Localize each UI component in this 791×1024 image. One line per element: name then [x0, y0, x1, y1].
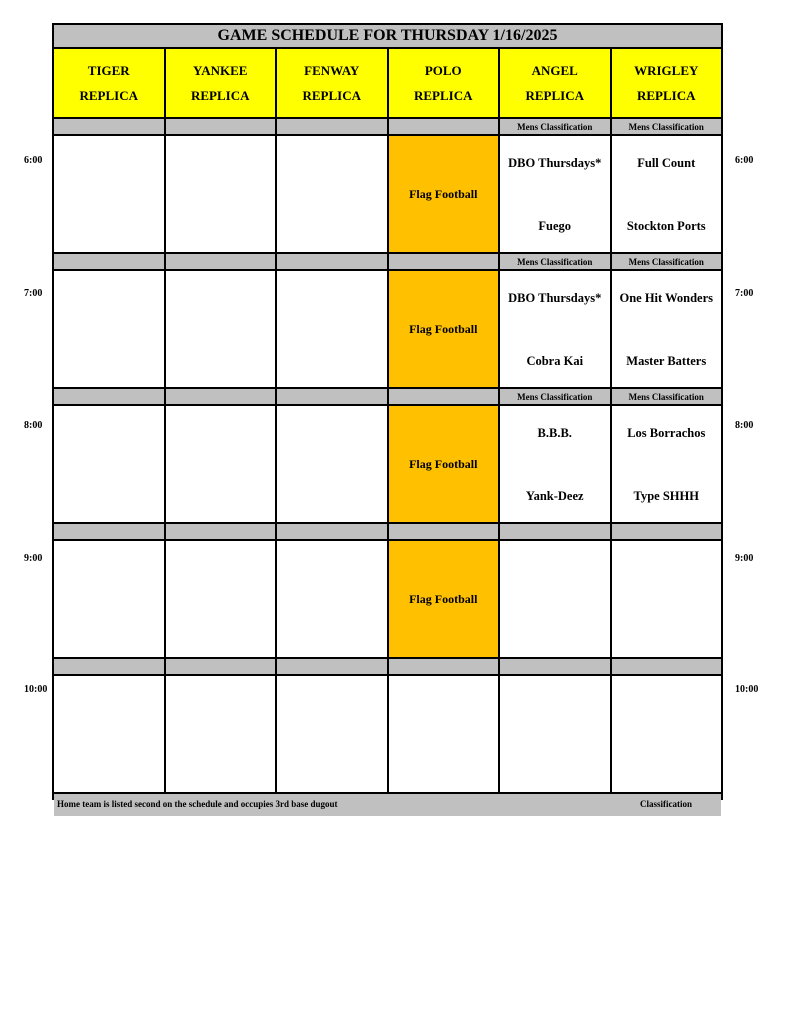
flag-football-slot: Flag Football: [389, 136, 499, 252]
separator-cell: [166, 119, 276, 134]
away-team: One Hit Wonders: [619, 291, 714, 305]
separator-cell: [500, 524, 610, 539]
separator-cell: [389, 659, 499, 674]
separator-cell: [277, 389, 387, 404]
separator-cell: [54, 524, 164, 539]
separator-cell: [54, 254, 164, 269]
time-label-right: 9:00: [735, 553, 754, 564]
flag-football-slot: Flag Football: [389, 271, 499, 387]
time-label-left: 10:00: [24, 684, 48, 695]
field-header-wrigley: WRIGLEY REPLICA: [612, 49, 722, 117]
separator-cell: [277, 524, 387, 539]
empty-slot: [277, 271, 387, 387]
empty-slot: [277, 676, 387, 792]
empty-slot: [166, 541, 276, 657]
empty-slot: [277, 541, 387, 657]
time-label-left: 6:00: [24, 155, 43, 166]
away-team: B.B.B.: [537, 426, 572, 440]
field-header-yankee: YANKEE REPLICA: [166, 49, 276, 117]
classification-label: Mens Classification: [612, 254, 722, 269]
flag-football-slot: Flag Football: [389, 406, 499, 522]
classification-label: Mens Classification: [612, 119, 722, 134]
schedule-title: GAME SCHEDULE FOR THURSDAY 1/16/2025: [54, 25, 721, 47]
separator-cell: [54, 119, 164, 134]
separator-cell: [389, 524, 499, 539]
empty-slot: [54, 406, 164, 522]
home-team: Yank-Deez: [525, 489, 584, 503]
time-label-right: 6:00: [735, 155, 754, 166]
game-slot: [612, 271, 722, 387]
footer-classification: Classification: [640, 799, 693, 809]
separator-cell: [389, 119, 499, 134]
separator-cell: [54, 389, 164, 404]
separator-cell: [612, 524, 722, 539]
separator-cell: [166, 659, 276, 674]
schedule-table: [52, 23, 723, 809]
away-team: DBO Thursdays*: [508, 156, 602, 170]
empty-slot: [500, 541, 610, 657]
separator-cell: [166, 389, 276, 404]
empty-slot: [166, 136, 276, 252]
home-team: Stockton Ports: [626, 219, 706, 233]
separator-cell: [389, 254, 499, 269]
time-label-left: 7:00: [24, 288, 43, 299]
empty-slot: [277, 136, 387, 252]
away-team: DBO Thursdays*: [508, 291, 602, 305]
empty-slot: [612, 541, 722, 657]
classification-label: Mens Classification: [500, 254, 610, 269]
empty-slot: [166, 676, 276, 792]
field-header-fenway: FENWAY REPLICA: [277, 49, 387, 117]
field-header-angel: ANGEL REPLICA: [500, 49, 610, 117]
separator-cell: [612, 659, 722, 674]
away-team: Full Count: [637, 156, 696, 170]
field-header-tiger: TIGER REPLICA: [54, 49, 164, 117]
game-slot: [500, 136, 610, 252]
classification-label: Mens Classification: [500, 389, 610, 404]
classification-label: Mens Classification: [500, 119, 610, 134]
field-header-polo: POLO REPLICA: [389, 49, 499, 117]
empty-slot: [500, 676, 610, 792]
separator-cell: [277, 119, 387, 134]
empty-slot: [54, 541, 164, 657]
time-label-left: 8:00: [24, 420, 43, 431]
empty-slot: [612, 676, 722, 792]
separator-cell: [389, 389, 499, 404]
separator-cell: [500, 659, 610, 674]
empty-slot: [166, 271, 276, 387]
flag-football-slot: Flag Football: [389, 541, 499, 657]
empty-slot: [166, 406, 276, 522]
home-team: Fuego: [538, 219, 572, 233]
footer-note: Home team is listed second on the schedule and occupies 3rd base dugout: [57, 799, 338, 809]
separator-cell: [166, 254, 276, 269]
game-slot: [500, 271, 610, 387]
separator-cell: [277, 254, 387, 269]
home-team: Master Batters: [626, 354, 707, 368]
schedule-footer: [54, 794, 721, 816]
home-team: Type SHHH: [633, 489, 699, 503]
empty-slot: [277, 406, 387, 522]
home-team: Cobra Kai: [526, 354, 584, 368]
game-slot: [612, 136, 722, 252]
separator-cell: [54, 659, 164, 674]
classification-label: Mens Classification: [612, 389, 722, 404]
game-slot: [500, 406, 610, 522]
game-slot: [612, 406, 722, 522]
separator-cell: [277, 659, 387, 674]
empty-slot: [389, 676, 499, 792]
empty-slot: [54, 676, 164, 792]
empty-slot: [54, 271, 164, 387]
time-label-right: 8:00: [735, 420, 754, 431]
time-label-right: 10:00: [735, 684, 759, 695]
separator-cell: [166, 524, 276, 539]
empty-slot: [54, 136, 164, 252]
away-team: Los Borrachos: [627, 426, 706, 440]
time-label-left: 9:00: [24, 553, 43, 564]
time-label-right: 7:00: [735, 288, 754, 299]
